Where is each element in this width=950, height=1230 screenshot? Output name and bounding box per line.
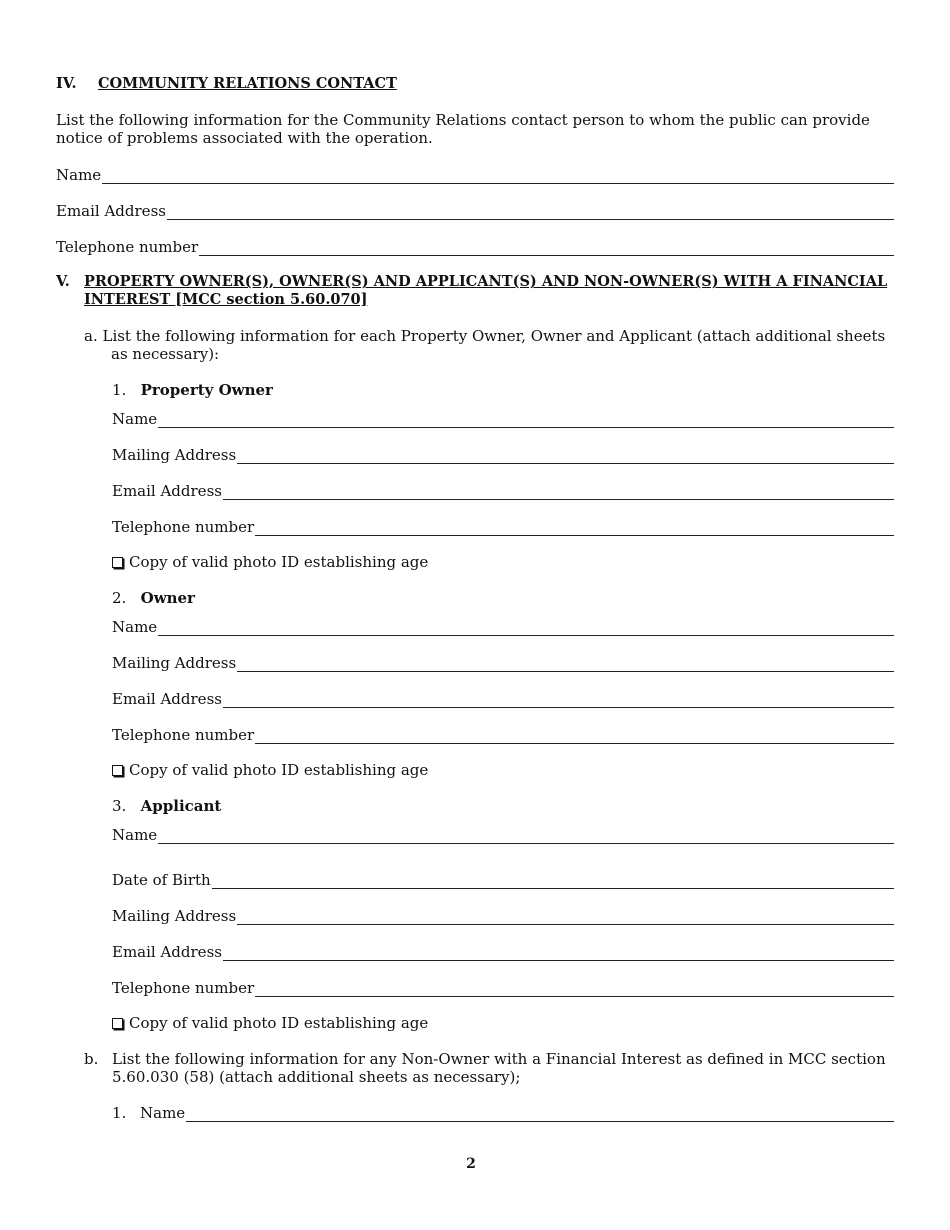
ow-phone-field[interactable] (112, 724, 894, 744)
ap-dob-label: Date of Birth (112, 871, 211, 889)
cr-name-label: Name (56, 166, 102, 184)
ow-email-field[interactable] (112, 688, 894, 708)
po-phone-field[interactable] (112, 516, 894, 536)
ap-name-label: Name (112, 826, 158, 844)
cr-phone-label: Telephone number (56, 238, 199, 256)
checkbox-icon[interactable] (112, 765, 123, 776)
po-name-field[interactable] (112, 408, 894, 428)
cr-email-line[interactable] (167, 203, 894, 220)
ap-email-field[interactable] (112, 941, 894, 961)
section-5-title-line1: PROPERTY OWNER(S), OWNER(S) AND APPLICANT(S) AND NON-OWNER(S) WITH A FINANCIAL (84, 273, 888, 290)
ow-mailing-field[interactable] (112, 652, 894, 672)
ow-name-line[interactable] (158, 619, 894, 636)
owner-title: Owner (140, 589, 195, 607)
po-photo-id-check[interactable] (112, 553, 428, 571)
ow-photo-id-label: Copy of valid photo ID establishing age (129, 761, 429, 779)
section-5b-text (112, 1050, 894, 1086)
section-4-number: IV. (56, 75, 77, 92)
ap-email-label: Email Address (112, 943, 222, 961)
ow-name-field[interactable] (112, 616, 894, 636)
po-mailing-label: Mailing Address (112, 446, 237, 464)
po-name-label: Name (112, 410, 158, 428)
applicant-num: 3. (112, 797, 127, 815)
no-name-field[interactable] (140, 1102, 894, 1122)
section-5-number: V. (56, 273, 70, 290)
section-5-title-line2: INTEREST [MCC section 5.60.070] (84, 291, 368, 308)
page-number: 2 (466, 1156, 476, 1172)
cr-email-label: Email Address (56, 202, 166, 220)
po-phone-line[interactable] (255, 519, 894, 536)
cr-phone-line[interactable] (199, 239, 894, 256)
po-photo-id-label: Copy of valid photo ID establishing age (129, 553, 429, 571)
ap-phone-field[interactable] (112, 977, 894, 997)
ap-mailing-label: Mailing Address (112, 907, 237, 925)
cr-name-line[interactable] (102, 167, 894, 184)
owner-num: 2. (112, 589, 127, 607)
po-email-label: Email Address (112, 482, 222, 500)
property-owner-heading (112, 381, 273, 399)
section-4-title: COMMUNITY RELATIONS CONTACT (98, 75, 397, 92)
po-name-line[interactable] (158, 411, 894, 428)
ap-phone-label: Telephone number (112, 979, 255, 997)
applicant-heading (112, 797, 221, 815)
section-5b-letter: b. (84, 1050, 99, 1068)
checkbox-icon[interactable] (112, 1018, 123, 1029)
ap-mailing-field[interactable] (112, 905, 894, 925)
no-name-line[interactable] (186, 1105, 894, 1122)
ow-email-line[interactable] (223, 691, 894, 708)
owner-heading (112, 589, 195, 607)
ow-mailing-line[interactable] (237, 655, 894, 672)
ow-name-label: Name (112, 618, 158, 636)
checkbox-icon[interactable] (112, 557, 123, 568)
ap-photo-id-check[interactable] (112, 1014, 428, 1032)
ow-mailing-label: Mailing Address (112, 654, 237, 672)
property-owner-title: Property Owner (140, 381, 273, 399)
section-5a-line1: a. List the following information for each Property Owner, Owner and Applicant (attach additional sheets (84, 327, 886, 345)
po-email-line[interactable] (223, 483, 894, 500)
section-5b-line1: List the following information for any Non-Owner with a Financial Interest as defined in MCC section (112, 1050, 886, 1068)
applicant-title: Applicant (140, 797, 222, 815)
no-name-label: Name (140, 1104, 186, 1122)
ow-photo-id-check[interactable] (112, 761, 428, 779)
property-owner-num: 1. (112, 381, 127, 399)
non-owner-item-num: 1. (112, 1104, 127, 1122)
po-email-field[interactable] (112, 480, 894, 500)
ow-phone-label: Telephone number (112, 726, 255, 744)
ap-dob-field[interactable] (112, 869, 894, 889)
po-mailing-line[interactable] (237, 447, 894, 464)
ap-name-line[interactable] (158, 827, 894, 844)
po-mailing-field[interactable] (112, 444, 894, 464)
section-5b-line2: 5.60.030 (58) (attach additional sheets as necessary); (112, 1068, 521, 1086)
ow-phone-line[interactable] (255, 727, 894, 744)
section-5-title (84, 273, 894, 309)
ap-photo-id-label: Copy of valid photo ID establishing age (129, 1014, 429, 1032)
ap-phone-line[interactable] (255, 980, 894, 997)
ap-dob-line[interactable] (212, 872, 894, 889)
po-phone-label: Telephone number (112, 518, 255, 536)
ow-email-label: Email Address (112, 690, 222, 708)
section-4-intro: List the following information for the Community Relations contact person to whom the public can provide notice of problems associated with the operation. (56, 111, 870, 147)
cr-email-field[interactable] (56, 200, 894, 220)
ap-email-line[interactable] (223, 944, 894, 961)
cr-name-field[interactable] (56, 164, 894, 184)
cr-phone-field[interactable] (56, 236, 894, 256)
ap-mailing-line[interactable] (237, 908, 894, 925)
section-5a-line2: as necessary): (111, 345, 220, 363)
ap-name-field[interactable] (112, 824, 894, 844)
